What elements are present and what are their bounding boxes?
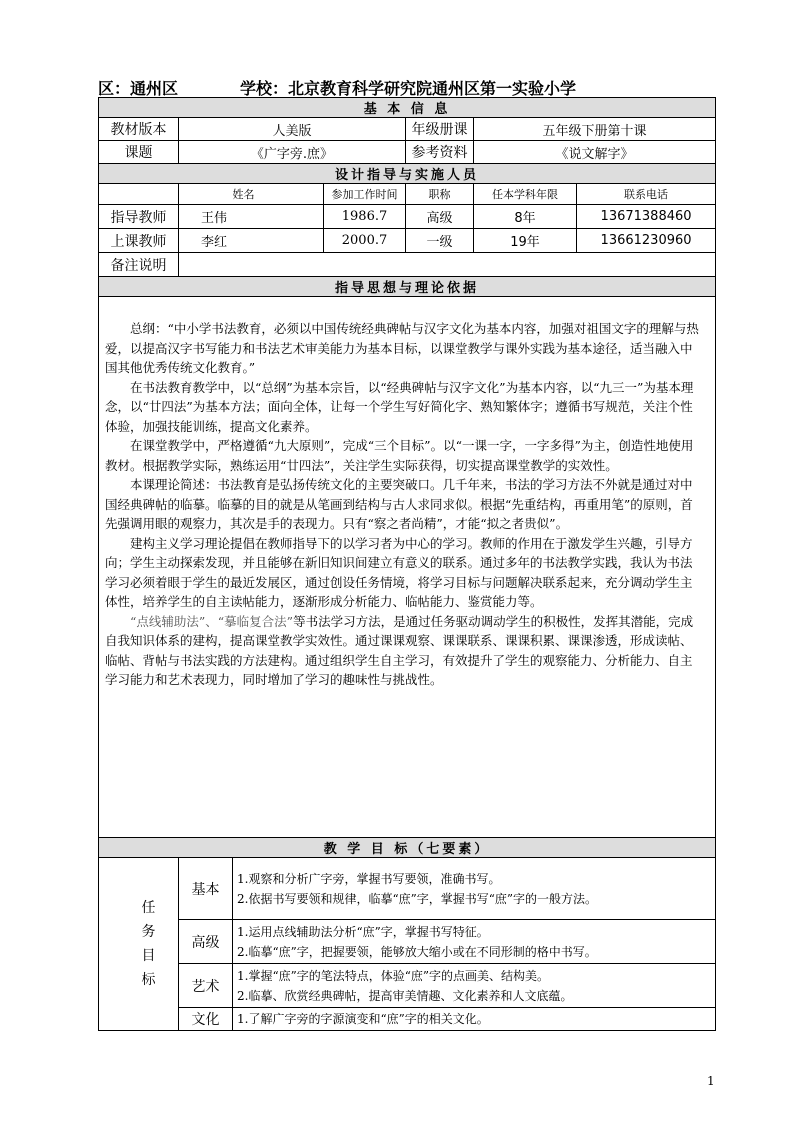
culture-goals <box>233 1008 716 1031</box>
topic-label-text: 课题 <box>124 145 153 161</box>
row-role: 指导教师 <box>99 205 179 229</box>
document-header <box>98 76 576 99</box>
side-char: 目 <box>141 948 156 964</box>
task-goal-label <box>99 858 179 1031</box>
theory-header: 指导思想与理论依据 <box>99 277 716 297</box>
school-label: 学校：北京教育科学研究院通州区第一实验小学 <box>240 79 577 98</box>
col-title: 职称 <box>406 184 474 205</box>
table-row <box>99 229 716 253</box>
goal-item: 2.临摹“庶”字，把握要领，能够放大缩小或在不同形制的格中书写。 <box>237 944 597 959</box>
reference-label: 参考资料 <box>406 141 474 164</box>
remarks-label: 备注说明 <box>99 253 179 277</box>
col-phone: 联系电话 <box>577 184 716 205</box>
p1-text: “中小学书法教育，必须以中国传统经典碑帖与汉字文化为基本内容，加强对祖国文字的理解与热爱，以提高汉字书写能力和书法艺术审美能力为基本目标，以课堂教学与课外实践为基本途径，适当融入中国其他优秀传统文化教育。” <box>105 321 699 375</box>
p6-methods: “点线辅助法”、“摹临复合法” <box>130 613 294 629</box>
goal-item: 1.观察和分析广字旁，掌握书写要领，准确书写。 <box>237 871 501 886</box>
row-start: 1986.7 <box>324 205 406 229</box>
district-label: 区：通州区 <box>98 79 179 98</box>
table-row <box>99 205 716 229</box>
remarks-value <box>179 253 716 277</box>
p4-text: 书法教育是弘扬传统文化的主要突破口。几千年来，书法的学习方法不外就是通过对中国经典碑帖的临摹。临摹的目的就是从笔画到结构与古人求同求似。根据“先重结构，再重用笔”的原则，首先强调用眼的观察力，其次是手的表现力。只有“察之者尚精”，才能“拟之者贵似”。 <box>105 477 693 531</box>
edition-label: 教材版本 <box>99 118 179 141</box>
side-char: 标 <box>141 972 156 988</box>
edition-value: 人美版 <box>179 118 406 141</box>
theory-paragraph <box>105 319 701 378</box>
art-goals <box>233 964 716 1008</box>
row-name: 王伟 <box>179 205 324 229</box>
p1-label: 总纲： <box>130 321 168 336</box>
side-char: 务 <box>141 924 156 940</box>
goal-item: 1.掌握“庶”字的笔法特点，体验“庶”字的点画美、结构美。 <box>237 968 549 983</box>
p4-label: 本课理论简述： <box>130 477 218 492</box>
row-years: 8年 <box>474 205 577 229</box>
staff-header: 设计指导与实施人员 <box>99 164 716 184</box>
row-years: 19年 <box>474 229 577 253</box>
theory-paragraph: 建构主义学习理论提倡在教师指导下的以学习者为中心的学习。教师的作用在于激发学生兴趣，引导方向；学生主动探索发现，并且能够在新旧知识间建立有意义的联系。通过多年的书法教学实践，我认为书法学习必须着眼于学生的最近发展区，通过创设任务情境，将学习目标与问题解决联系起来，充分调动学生主体性，培养学生的自主读帖能力，逐渐形成分析能力、临帖能力、鉴赏能力等。 <box>105 535 693 609</box>
theory-paragraph: 在课堂教学中，严格遵循“九大原则”，完成“三个目标”。以“一课一字，一字多得”为主，创造性地使用教材。根据教学实际，熟练运用“廿四法”，关注学生实际获得，切实提高课堂教学的实效性。 <box>105 438 694 473</box>
basic-info-header: 基 本 信 息 <box>99 98 716 118</box>
theory-body <box>99 297 716 838</box>
page-number: 1 <box>707 1074 715 1088</box>
theory-paragraph <box>105 475 701 534</box>
art-goal-label: 艺术 <box>179 964 233 1008</box>
col-years: 任本学科年限 <box>474 184 577 205</box>
row-name: 李红 <box>179 229 324 253</box>
row-start: 2000.7 <box>324 229 406 253</box>
grade-label: 年级册课 <box>406 118 474 141</box>
row-title: 高级 <box>406 205 474 229</box>
grade-value: 五年级下册第十课 <box>474 118 716 141</box>
goal-item: 1.运用点线辅助法分析“庶”字，掌握书写特征。 <box>237 924 489 939</box>
col-name: 姓名 <box>233 184 324 205</box>
staff-corner <box>99 184 179 205</box>
theory-paragraph: 在书法教育教学中，以“总纲”为基本宗旨，以“经典碑帖与汉字文化”为基本内容，以“九三一”为基本理念，以“廿四法”为基本方法；面向全体，让每一个学生写好简化字、熟知繁体字；遵循书写规范，关注个性体验，加强技能训练，提高文化素养。 <box>105 379 694 434</box>
p6-text: 等书法学习方法，是通过任务驱动调动学生的积极性，发挥其潜能，完成自我知识体系的建构，提高课堂教学实效性。通过课课观察、课课联系、课课积累、课课渗透，形成读帖、临帖、背帖与书法实践的方法建构。通过组织学生自主学习，有效提升了学生的观察能力、分析能力、自主学习能力和艺术表现力，同时增加了学习的趣味性与挑战性。 <box>105 613 694 687</box>
topic-label <box>99 141 179 164</box>
col-start: 参加工作时间 <box>324 184 406 205</box>
goals-header: 教 学 目 标（七要素） <box>99 838 716 858</box>
advanced-goals <box>233 920 716 964</box>
advanced-goal-label: 高级 <box>179 920 233 964</box>
col-name-pad <box>179 184 233 205</box>
row-phone: 13661230960 <box>577 229 716 253</box>
lesson-plan-table <box>98 97 716 1031</box>
theory-paragraph <box>105 612 701 690</box>
row-title: 一级 <box>406 229 474 253</box>
basic-goal-label: 基本 <box>179 858 233 920</box>
topic-value: 《广字旁.庶》 <box>179 141 406 164</box>
culture-goal-label: 文化 <box>179 1008 233 1031</box>
goal-item: 1.了解广字旁的字源演变和“庶”字的相关文化。 <box>237 1012 489 1026</box>
row-role: 上课教师 <box>99 229 179 253</box>
goal-item: 2.依据书写要领和规律，临摹“庶”字，掌握书写“庶”字的一般方法。 <box>237 891 597 906</box>
goal-item: 2.临摹、欣赏经典碑帖，提高审美情趣、文化素养和人文底蕴。 <box>237 988 573 1003</box>
side-char: 任 <box>141 900 156 916</box>
basic-goals <box>233 858 716 920</box>
row-phone: 13671388460 <box>577 205 716 229</box>
reference-value: 《说文解字》 <box>474 141 716 164</box>
